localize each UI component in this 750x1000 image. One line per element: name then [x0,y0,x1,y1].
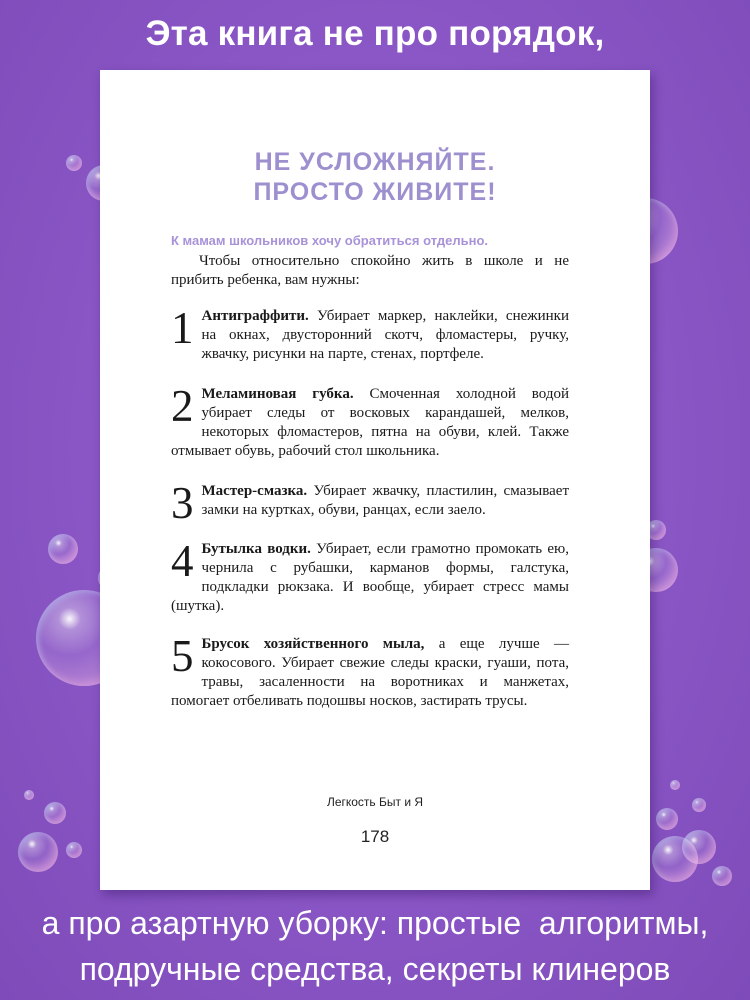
item-text: Убирает жвачку, пластилин, смазывает замки на куртках, обуви, ранцах, если заело. [201,483,569,518]
bubble-decoration [66,155,82,171]
item-text: Смоченная холодной водой убирает следы от восковых карандашей, мелков, некоторых фломастеров, пятна на обуви, клей. Также отмывает обувь, рабочий стол школьника. [171,386,569,459]
page-title-line2: ПРОСТО ЖИВИТЕ! [253,178,497,206]
bottom-caption-line1: а про азартную уборку: простые алгоритмы, [41,905,709,941]
list-item-4 [171,536,569,616]
list-number: 2 [171,381,194,431]
bubble-decoration [656,808,678,830]
item-title: Бутылка водки. [201,541,311,557]
book-page [100,70,650,890]
item-title: Меламиновая губка. [201,386,354,402]
item-title: Антиграффити. [201,308,309,324]
bubble-decoration [712,866,732,886]
list-item-5 [171,631,569,711]
list-number: 1 [171,303,194,353]
list-number: 3 [171,478,194,528]
lead-text: К мамам школьников хочу обратиться отдельно. [171,233,489,248]
item-text: Убирает, если грамотно промокать ею, чернила с рубашки, карманов формы, галстука, подкладки рюкзака. И вообще, убирает стресс мамы (шутка). [171,541,569,614]
bubble-decoration [24,790,34,800]
item-title: Мастер-смазка. [201,483,308,499]
bubble-decoration [692,798,706,812]
page-title-line1: НЕ УСЛОЖНЯЙТЕ. [254,148,496,176]
intro-paragraph: Чтобы относительно спокойно жить в школе и не прибить ребенка, вам нужны: [171,253,569,288]
list-item-2 [171,381,569,461]
item-text: а еще лучше — кокосового. Убирает свежие следы краски, гуаши, пота, травы, засаленности на воротниках и манжетах, помогает отбеливать подошвы носков, застирать трусы. [171,636,569,709]
top-caption: Эта книга не про порядок, [145,14,605,53]
bubble-decoration [44,802,66,824]
page-number: 178 [360,827,390,846]
page-title [100,147,650,207]
item-title: Брусок хозяйственного мыла, [201,636,425,652]
item-text: Убирает маркер, наклейки, снежинки на окнах, двусторонний скотч, фломастеры, ручку, жвачку, рисунки на парте, стенах, портфеле. [201,308,569,362]
book-name: Легкость Быт и Я [326,795,424,809]
bubble-decoration [48,534,78,564]
list-number: 5 [171,631,194,681]
bottom-caption-line2: подручные средства, секреты клинеров [79,951,671,987]
bottom-caption [0,900,750,992]
bubble-decoration [682,830,716,864]
list-item-3 [171,478,569,528]
bubble-decoration [66,842,82,858]
list-item-1 [171,303,569,364]
list-number: 4 [171,536,194,586]
bubble-decoration [670,780,680,790]
bubble-decoration [18,832,58,872]
